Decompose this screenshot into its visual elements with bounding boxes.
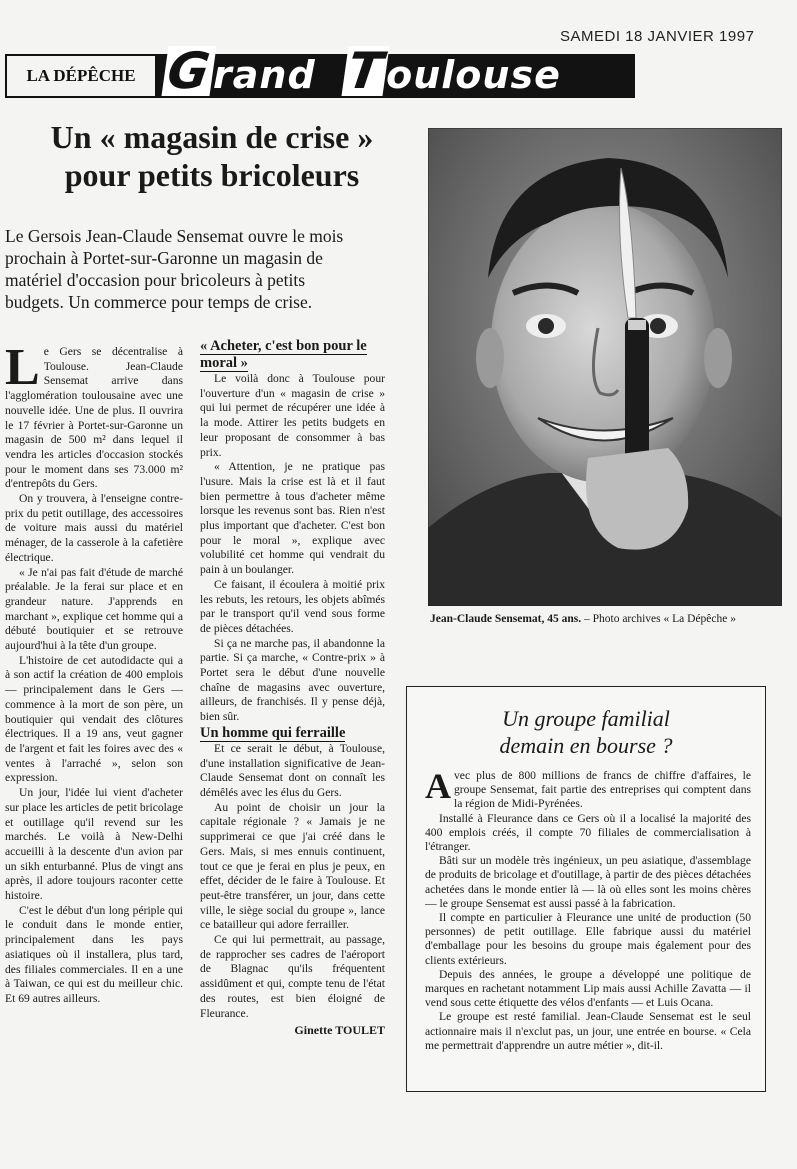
- paragraph: Il compte en particulier à Fleurance une unité de production (50 personnes) de petit outillage. Elle fabrique aussi du matériel d'emballage pour les besoins du groupe mais également pour des clients extérieurs.: [425, 911, 751, 967]
- paragraph: Ce qui lui permettrait, au passage, de rapprocher ses cadres de l'aéroport de Blagnac qu'ils fréquentent assidûment et qui, compte tenu de l'état des routes, est bien éloigné de Fleurance.: [200, 933, 385, 1020]
- drop-cap: L: [5, 339, 40, 396]
- headline: Un « magasin de crise » pour petits bricoleurs: [50, 119, 374, 193]
- paragraph: Avec plus de 800 millions de francs de chiffre d'affaires, le groupe Sensemat, fait partie des entreprises qui comptent dans la région de Midi-Pyrénées.: [425, 766, 751, 811]
- box-title: Un groupe familial demain en bourse ?: [499, 706, 673, 758]
- article-lead: Le Gersois Jean-Claude Sensemat ouvre le mois prochain à Portet-sur-Garonne un magasin de matériel d'occasion pour bricoleurs à petits budgets. Un commerce pour temps de crise.: [5, 226, 344, 312]
- caption-credit: – Photo archives « La Dépêche »: [581, 613, 736, 625]
- subheading: « Acheter, c'est bon pour le moral »: [200, 338, 367, 371]
- section-title-toulouse: Toulouse: [345, 46, 561, 97]
- section-title-grand: Grand: [165, 46, 316, 97]
- paragraph: Si ça ne marche pas, il abandonne la partie. Si ça marche, « Contre-prix » à Portet sera le début d'une nouvelle chaîne de magasins avec ouverture, ailleurs, de franchisés. Il y pense déjà, bien sûr.: [200, 636, 385, 724]
- article-column-1: [5, 339, 183, 1007]
- caption-name: Jean-Claude Sensemat, 45 ans.: [430, 613, 582, 625]
- sidebar-box: [406, 686, 766, 1092]
- box-text: [425, 766, 751, 1053]
- paragraph: Depuis des années, le groupe a développé une politique de marques en rachetant notamment Lip mais aussi Achille Zavatta — il vend sous cette étiquette des vélos d'enfants — et Luis Ocana.: [425, 967, 751, 1010]
- paragraph: « Attention, je ne pratique pas l'usure. Mais la crise est là et il faut bien permettre à tous d'acheter même lorsque les revenus sont bas. Rien n'est plus important que d'acheter. C'est bon pour le moral », explique avec volubilité cet homme qui vendrait du pain à un boulanger.: [200, 460, 385, 577]
- photo-caption: [430, 612, 780, 627]
- issue-date: SAMEDI 18 JANVIER 1997: [560, 28, 755, 45]
- paragraph: L'histoire de cet autodidacte qui a à son actif la création de 400 emplois — principalement dans le Gers — commence à la mort de son père, un boutiquier qui vendait des clôtures électriques. Il a 19 ans, veut gagner de l'argent et fait les foires avec des « ventes à l'arraché », selon son expression.: [5, 653, 183, 785]
- paragraph: Bâti sur un modèle très ingénieux, un peu asiatique, d'assemblage de produits de bricolage et d'outillage, à partir de des pièces détachées achetées dans le monde entier là — là où elles sont les moins chères — le groupe Sensemat est aussi passé à la fabrication.: [425, 854, 751, 910]
- paragraph: « Je n'ai pas fait d'étude de marché préalable. Je la ferai sur place et en grandeur nature. J'apprends en marchant », explique cet homme qui a débuté boutiquier et se retrouve aujourd'hui à la tête d'un groupe.: [5, 565, 183, 653]
- paragraph: Et ce serait le début, à Toulouse, d'une installation significative de Jean-Claude Sensemat dont on connaît les démêlés avec les élus du Gers.: [200, 741, 385, 799]
- drop-cap: A: [425, 766, 451, 806]
- paragraph: Au point de choisir un jour la capitale régionale ? « Jamais je ne supprimerai ce que j'ai créé dans le Gers. Mais, si mes ennuis continuent, tout ce que je ferai en plus je peux, en effet, décider de le faire à Toulouse. Et peut-être transférer, un jour, dans cette ville, le siège social du groupe », lance ce batailleur qui adore ferrailler.: [200, 800, 385, 932]
- portrait-photo: [428, 128, 782, 606]
- article-column-2: [200, 338, 385, 1038]
- paragraph: Le Gers se décentralise à Toulouse. Jean-Claude Sensemat arrive dans l'agglomération toulousaine avec une nouvelle idée. Une de plus. Il ouvrira le 17 février à Portet-sur-Garonne un magasin de 500 m² dans lequel il vendra les articles d'occasion stockés pour le moment dans ses 73.000 m² d'entrepôts du Gers.: [5, 339, 183, 491]
- author-signature: Ginette TOULET: [294, 1023, 385, 1038]
- paragraph: Installé à Fleurance dans ce Gers où il a localisé la majorité des 400 emplois créés, il compte 70 filiales de commercialisation à l'étranger.: [425, 811, 751, 854]
- paragraph: On y trouvera, à l'enseigne contre-prix du petit outillage, des accessoires de voiture mais aussi du matériel ménager, de la casserole à la cafetière électrique.: [5, 492, 183, 564]
- paragraph: C'est le début d'un long périple qui le conduit dans le monde entier, principalement dans les pays asiatiques où il installera, plus tard, des filiales commerciales. Il en a une à Taiwan, ce qui est du meilleur chic. Et 69 autres ailleurs.: [5, 903, 183, 1005]
- paragraph: Ce faisant, il écoulera à moitié prix les rebuts, les retours, les objets abîmés par le transport qu'il vend sous forme de pièces détachées.: [200, 577, 385, 635]
- newspaper-name: LA DÉPÊCHE: [5, 54, 157, 98]
- section-banner: [5, 42, 635, 100]
- subheading: Un homme qui ferraille: [200, 724, 346, 741]
- paragraph: Un jour, l'idée lui vient d'acheter sur place les articles de petit bricolage et outillage qu'il revend sur les marchés. Le voilà à New-Delhi accueilli à la descente d'un avion par un sikh enturbanné. Plus de vingt ans après, il adore toujours raconter cette histoire.: [5, 786, 183, 903]
- paragraph: Le voilà donc à Toulouse pour l'ouverture d'un « magasin de crise » qui lui permet de récupérer une idée à la mode. Attirer les petits budgets en leur proposant de consommer à bas prix.: [200, 372, 385, 459]
- paragraph: Le groupe est resté familial. Jean-Claude Sensemat est le seul actionnaire mais il n'exclut pas, un jour, une entrée en bourse. « Cela me permettrait d'apprendre un autre métier », dit-il.: [425, 1010, 751, 1052]
